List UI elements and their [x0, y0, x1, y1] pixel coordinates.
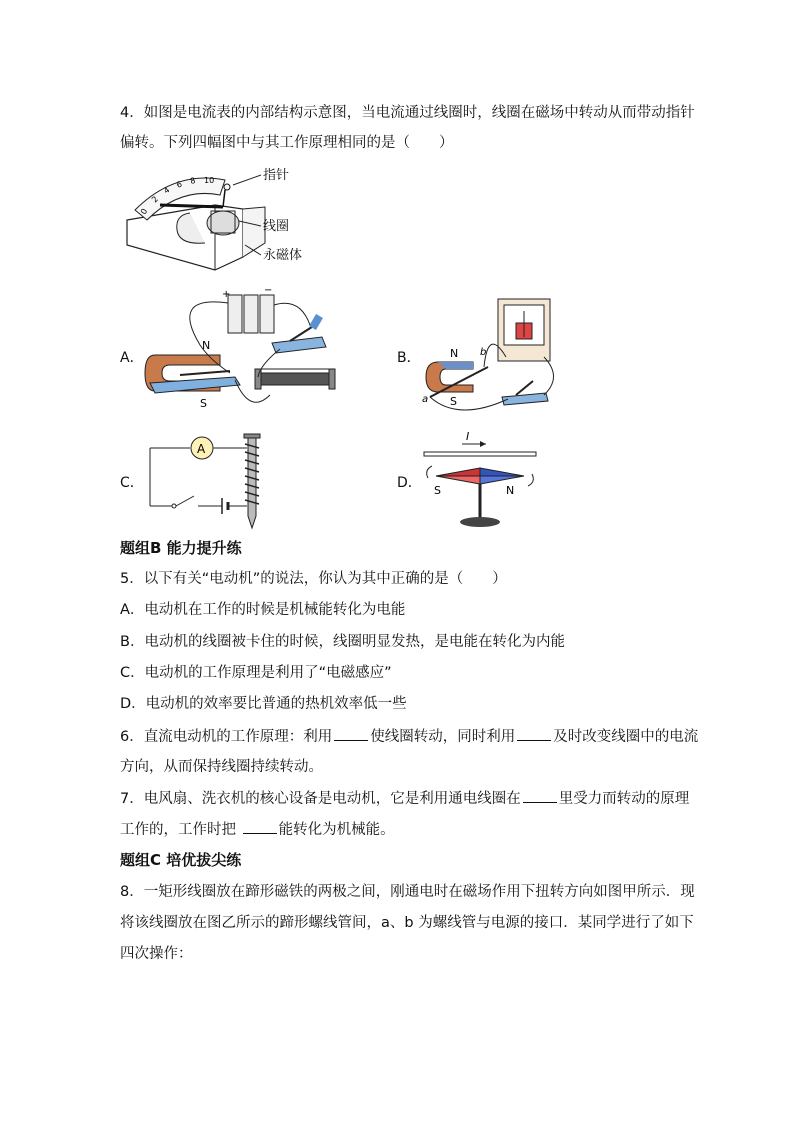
needle-s: S	[434, 484, 441, 497]
q7-text-part4: 能转化为机械能。	[278, 822, 395, 838]
q7-text-part2: 里受力而转动的原理	[558, 791, 690, 807]
current-label: I	[466, 430, 470, 443]
q5-stem: 5．以下有关“电动机”的说法，你认为其中正确的是（ ）	[120, 571, 507, 587]
magnet-s: S	[450, 395, 457, 408]
magnet-n: N	[202, 339, 211, 352]
option-d-figure	[420, 430, 550, 530]
q8-line2: 将该线圈放在图乙所示的蹄形螺线管间，a、b 为螺线管与电源的接口．某同学进行了如下	[120, 915, 694, 931]
option-b-label: B．	[397, 350, 421, 366]
q5-option-c: C．电动机的工作原理是利用了“电磁感应”	[120, 665, 392, 681]
q4-stem-line2: 偏转。下列四幅图中与其工作原理相同的是（ ）	[120, 135, 454, 151]
group-b-heading: 题组B 能力提升练	[120, 539, 242, 557]
terminal-a: a	[422, 394, 429, 405]
q4-stem-line1: 4．如图是电流表的内部结构示意图，当电流通过线圈时，线圈在磁场中转动从而带动指针	[120, 105, 695, 121]
coil-label: 线圈	[263, 219, 290, 234]
q6-blank-2[interactable]	[517, 726, 551, 741]
option-a-label: A．	[120, 350, 144, 366]
q6-line1	[120, 726, 698, 747]
q8-line1: 8．一矩形线圈放在蹄形磁铁的两极之间，刚通电时在磁场作用下扭转方向如图甲所示．现	[120, 884, 695, 900]
q6-line2: 方向，从而保持线圈持续转动。	[120, 759, 323, 775]
option-a-figure	[140, 285, 375, 415]
q7-blank-2[interactable]	[243, 819, 277, 834]
scale-tick: 6	[175, 179, 184, 190]
ammeter-structure-figure	[115, 165, 345, 275]
q8-line3: 四次操作：	[120, 946, 193, 962]
q7-text-part1: 7．电风扇、洗衣机的核心设备是电动机，它是利用通电线圈在	[120, 791, 521, 807]
pointer-label: 指针	[263, 168, 290, 183]
q6-text-part3: 及时改变线圈中的电流	[553, 729, 699, 745]
scale-tick: 4	[161, 185, 172, 196]
option-c-label: C．	[120, 475, 144, 491]
battery-plus: +	[222, 289, 231, 300]
q6-text-part2: 使线圈转动，同时利用	[370, 729, 516, 745]
q5-option-d: D．电动机的效率要比普通的热机效率低一些	[120, 696, 407, 712]
battery-minus: −	[264, 285, 273, 296]
option-c-figure	[142, 430, 272, 530]
scale-tick: 0	[138, 207, 150, 216]
q7-line2	[120, 819, 395, 840]
group-c-heading: 题组C 培优拔尖练	[120, 851, 242, 869]
q5-option-b: B．电动机的线圈被卡住的时候，线圈明显发热，是电能在转化为内能	[120, 634, 565, 650]
option-b-figure	[418, 297, 568, 412]
q7-line1	[120, 788, 689, 809]
scale-tick: 10	[204, 176, 215, 185]
option-d-label: D．	[397, 475, 422, 491]
needle-n: N	[506, 484, 515, 497]
scale-tick: 2	[150, 194, 161, 205]
q6-text-part1: 6．直流电动机的工作原理：利用	[120, 729, 333, 745]
q7-blank-1[interactable]	[523, 788, 557, 803]
scale-tick: 8	[189, 175, 197, 186]
terminal-b: b	[480, 347, 487, 358]
q6-blank-1[interactable]	[334, 726, 368, 741]
q5-option-a: A．电动机在工作的时候是机械能转化为电能	[120, 602, 406, 618]
q7-text-part3: 工作的，工作时把	[120, 822, 241, 838]
magnet-s: S	[200, 397, 207, 410]
magnet-n: N	[450, 347, 459, 360]
magnet-label: 永磁体	[263, 248, 303, 263]
ammeter-symbol: A	[197, 442, 206, 456]
